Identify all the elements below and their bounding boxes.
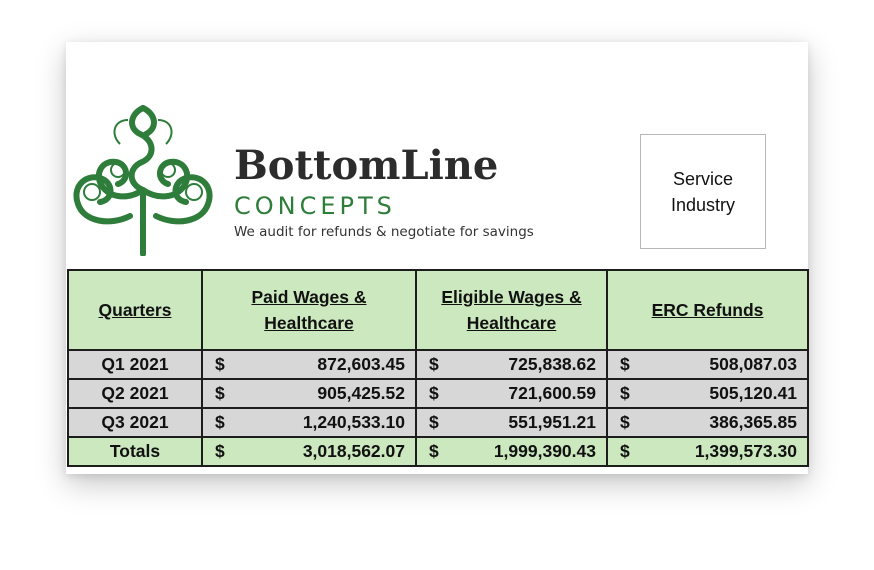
paid-cell	[202, 379, 416, 408]
header-paid-wages	[202, 270, 416, 350]
currency-symbol: $	[429, 383, 439, 403]
eligible-value: 725,838.62	[508, 354, 596, 374]
total-refund-value: 1,399,573.30	[694, 441, 797, 461]
eligible-value: 721,600.59	[508, 383, 596, 403]
total-paid-cell	[202, 437, 416, 466]
table-row	[68, 350, 808, 379]
header-quarters-label: Quarters	[98, 300, 172, 320]
header-refunds-label: ERC Refunds	[651, 300, 764, 320]
refund-value: 386,365.85	[709, 412, 797, 432]
quarter-cell: Q1 2021	[68, 350, 202, 379]
eligible-value: 551,951.21	[508, 412, 596, 432]
refund-cell	[607, 408, 808, 437]
currency-symbol: $	[620, 383, 630, 403]
quarter-cell: Q3 2021	[68, 408, 202, 437]
paid-cell	[202, 350, 416, 379]
header-paid-line-2: Healthcare	[264, 313, 354, 333]
currency-symbol: $	[215, 441, 225, 461]
refund-value: 508,087.03	[709, 354, 797, 374]
total-paid-value: 3,018,562.07	[302, 441, 405, 461]
currency-symbol: $	[215, 383, 225, 403]
refund-cell	[607, 379, 808, 408]
currency-symbol: $	[620, 412, 630, 432]
total-eligible-cell	[416, 437, 607, 466]
header-eligible-wages	[416, 270, 607, 350]
total-refund-cell	[607, 437, 808, 466]
industry-box	[640, 134, 766, 249]
eligible-cell	[416, 350, 607, 379]
currency-symbol: $	[620, 354, 630, 374]
currency-symbol: $	[429, 412, 439, 432]
header-eligible-line-2: Healthcare	[466, 313, 557, 333]
quarter-cell: Q2 2021	[68, 379, 202, 408]
eligible-cell	[416, 379, 607, 408]
industry-line-2: Industry	[670, 194, 736, 215]
bottomline-logo-icon	[70, 104, 216, 256]
currency-symbol: $	[429, 354, 439, 374]
industry-line-1: Service	[672, 168, 734, 189]
brand-tagline: We audit for refunds & negotiate for savings	[234, 224, 534, 240]
refund-cell	[607, 350, 808, 379]
currency-symbol: $	[620, 441, 630, 461]
erc-table	[67, 269, 809, 467]
table-header-row	[68, 270, 808, 350]
paid-value: 905,425.52	[317, 383, 405, 403]
currency-symbol: $	[215, 354, 225, 374]
eligible-cell	[416, 408, 607, 437]
header-erc-refunds	[607, 270, 808, 350]
currency-symbol: $	[215, 412, 225, 432]
paid-value: 872,603.45	[317, 354, 405, 374]
header-quarters	[68, 270, 202, 350]
total-eligible-value: 1,999,390.43	[493, 441, 596, 461]
brand-subtitle: CONCEPTS	[234, 192, 396, 220]
brand-name: BottomLine	[234, 142, 499, 189]
header-eligible-line-1: Eligible Wages &	[441, 287, 582, 307]
totals-label: Totals	[68, 437, 202, 466]
header-paid-line-1: Paid Wages &	[251, 287, 367, 307]
table-row	[68, 379, 808, 408]
industry-label	[653, 166, 753, 218]
paid-value: 1,240,533.10	[302, 412, 405, 432]
table-row	[68, 408, 808, 437]
currency-symbol: $	[429, 441, 439, 461]
refund-value: 505,120.41	[709, 383, 797, 403]
totals-row	[68, 437, 808, 466]
paid-cell	[202, 408, 416, 437]
